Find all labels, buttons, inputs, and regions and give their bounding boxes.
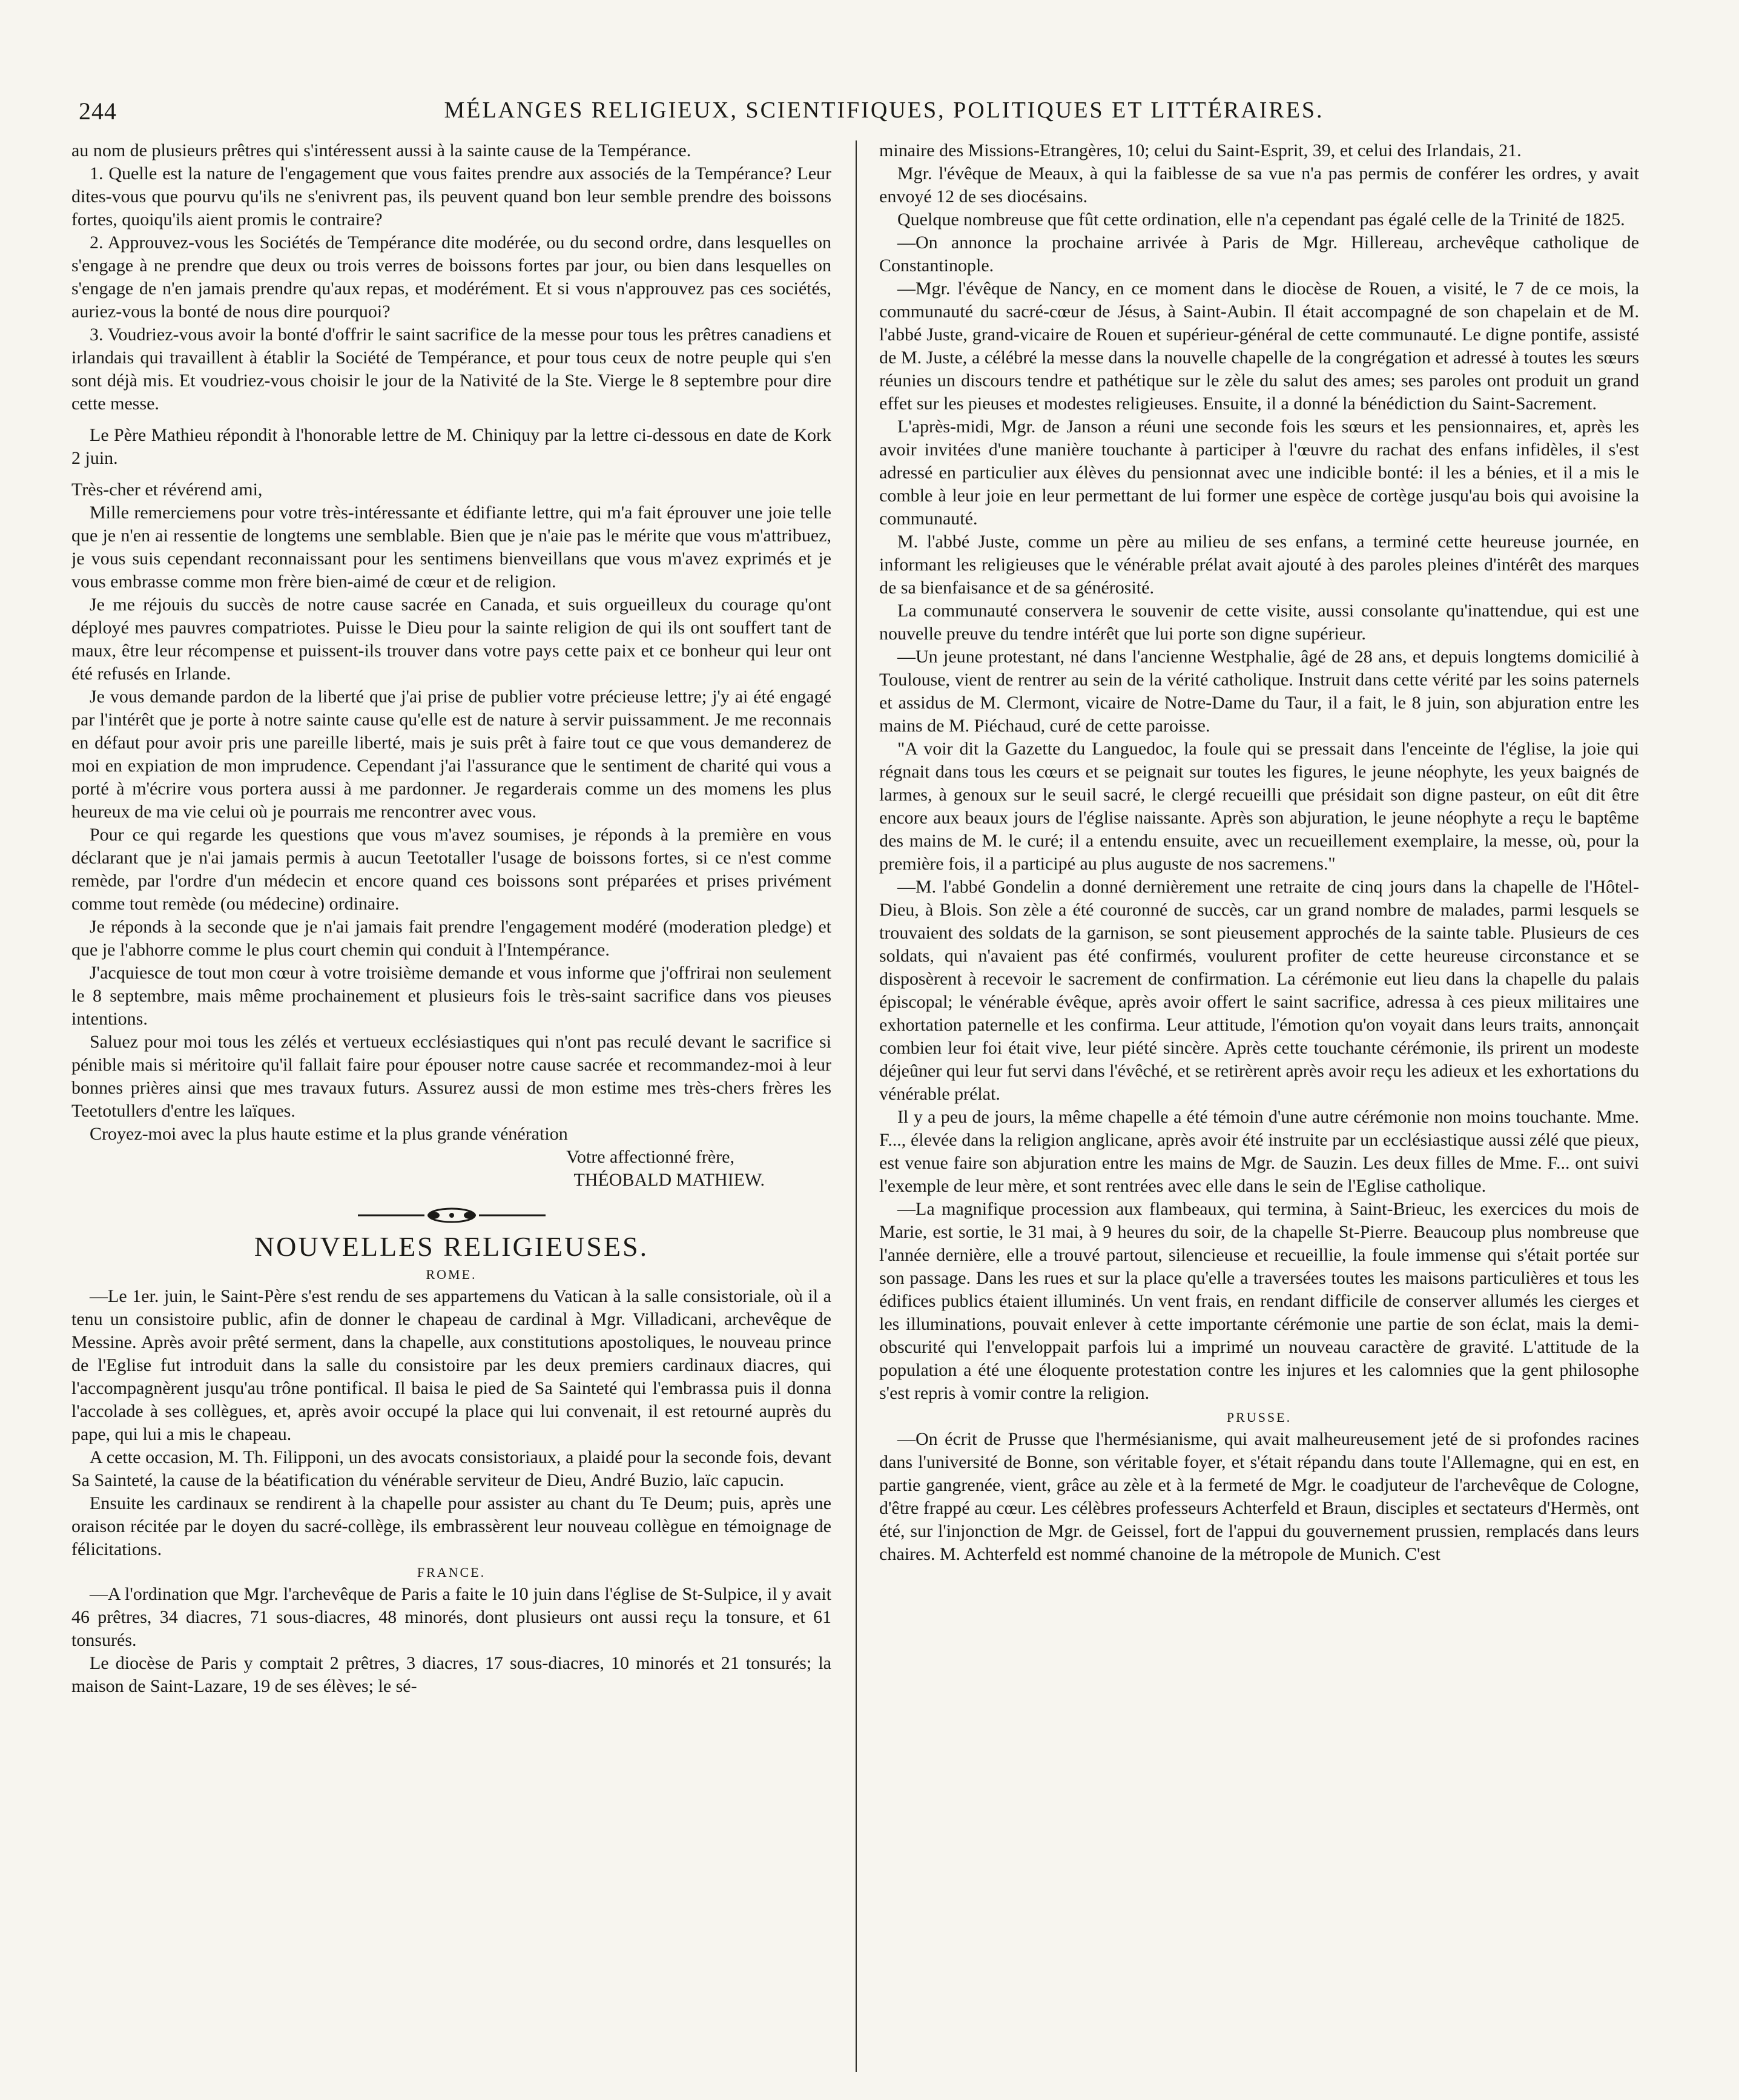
column-divider <box>856 140 857 2072</box>
paragraph: Le diocèse de Paris y comptait 2 prêtres, 3 diacres, 17 sous-diacres, 10 minorés et 21 tonsurés; la maison de Saint-Lazare, 19 de ses élèves; le sé- <box>71 1653 831 1696</box>
paragraph: Ensuite les cardinaux se rendirent à la chapelle pour assister au chant du Te Deum; puis, après une oraison récitée par le doyen du sacré-collège, ils embrassèrent leur nouveau collègue en témoignage de félicitations. <box>71 1493 831 1559</box>
letter-closing: Votre affectionné frère, <box>566 1147 734 1167</box>
page-header <box>79 97 1659 133</box>
paragraph: La communauté conservera le souvenir de cette visite, aussi consolante qu'inattendue, qui est une nouvelle preuve du tendre intérêt que lui porte son digne supérieur. <box>879 601 1639 644</box>
paragraph: —A l'ordination que Mgr. l'archevêque de Paris a faite le 10 juin dans l'église de St-Sulpice, il y avait 46 prêtres, 34 diacres, 71 sous-diacres, 48 minorés, dont plusieurs ont aussi reçu la tonsure, et 61 tonsurés. <box>71 1584 831 1650</box>
section-title: NOUVELLES RELIGIEUSES. <box>254 1231 649 1262</box>
paragraph: —Mgr. l'évêque de Nancy, en ce moment dans le diocèse de Rouen, a visité, le 7 de ce mois, la communauté du sacré-cœur de Jésus, à Saint-Aubin. Il était accompagné de son chapelain et de M. l'abbé Juste, grand-vicaire de Rouen et supérieur-général de cette communauté. Le digne pontife, assisté de M. Juste, a célébré la messe dans la nouvelle chapelle de la congrégation et adressé à toutes les sœurs réunies un discours tendre et pathétique sur le zèle du salut des ames; ses paroles ont produit un grand effet sur les pieuses et modestes religieuses. Ensuite, il a donné la bénédiction du Saint-Sacrement. <box>879 279 1639 414</box>
subheading-france: FRANCE. <box>417 1565 486 1580</box>
paragraph: Pour ce qui regarde les questions que vous m'avez soumises, je réponds à la première en vous déclarant que je n'ai jamais permis à aucun Teetotaller l'usage de boissons fortes, si ce n'est comme remède, par l'ordre d'un médecin et encore quand ces boissons sont préparées et prises privément comme tout remède (ou médecine) ordinaire. <box>71 825 831 914</box>
paragraph: —Un jeune protestant, né dans l'ancienne Westphalie, âgé de 28 ans, et depuis longtems domicilié à Toulouse, vient de rentrer au sein de la vérité catholique. Instruit dans cette vérité par les soins paternels et assidus de M. Clermont, vicaire de Notre-Dame du Taur, il a fait, le 8 juin, son abjuration entre les mains de M. Piéchaud, curé de cette paroisse. <box>879 647 1639 736</box>
paragraph: "A voir dit la Gazette du Languedoc, la foule qui se pressait dans l'enceinte de l'église, la joie qui régnait dans tous les cœurs et se peignait sur toutes les figures, le jeune néophyte, les yeux baignés de larmes, à genoux sur le seuil sacré, le clergé recueilli que présidait son digne pasteur, on eût dit être encore aux beaux jours de l'église naissante. Après son abjuration, le jeune néophyte a reçu le baptême des mains de M. le curé; il a entendu ensuite, avec un recueillement exemplaire, la messe, où, pour la première fois, il a participé au plus auguste de nos sacremens." <box>879 739 1639 874</box>
paragraph: 1. Quelle est la nature de l'engagement que vous faites prendre aux associés de la Tempérance? Leur dites-vous que pourvu qu'ils ne s'enivrent pas, ils peuvent quand bon leur semble prendre des boissons fortes, quoiqu'ils aient promis le contraire? <box>71 163 831 229</box>
right-column <box>879 139 1639 2071</box>
running-title: MÉLANGES RELIGIEUX, SCIENTIFIQUES, POLITIQUES ET LITTÉRAIRES. <box>444 97 1324 123</box>
paragraph: minaire des Missions-Etrangères, 10; celui du Saint-Esprit, 39, et celui des Irlandais, 21. <box>879 140 1522 160</box>
page-number: 244 <box>79 97 117 125</box>
paragraph: —Le 1er. juin, le Saint-Père s'est rendu de ses appartemens du Vatican à la salle consistoriale, où il a tenu un consistoire public, afin de donner le chapeau de cardinal à Mgr. Villadicani, archevêque de Messine. Après avoir prêté serment, dans la chapelle, aux constitutions apostoliques, le nouveau prince de l'Eglise fut introduit dans la salle du consistoire par les deux premiers cardinaux diacres, qui l'accompagnèrent jusqu'au trône pontifical. Il baisa le pied de Sa Sainteté qui l'embrassa puis il donna l'accolade à ses collègues, et, après avoir occupé la place qui lui convenait, il est retourné auprès du pape, qui lui a mis le chapeau. <box>71 1286 831 1444</box>
letter-salutation: Très-cher et révérend ami, <box>71 480 263 500</box>
paragraph: Saluez pour moi tous les zélés et vertueux ecclésiastiques qui n'ont pas reculé devant le sacrifice si pénible mais si méritoire qu'il fallait faire pour épouser notre cause sacrée et recommandez-moi à leur bonnes prières ainsi que mes travaux futurs. Assurez aussi de mon estime mes très-chers frères les Teetotullers d'entre les laïques. <box>71 1032 831 1121</box>
paragraph: —On annonce la prochaine arrivée à Paris de Mgr. Hillereau, archevêque catholique de Constantinople. <box>879 233 1639 276</box>
paragraph: Quelque nombreuse que fût cette ordination, elle n'a cependant pas égalé celle de la Trinité de 1825. <box>897 210 1625 229</box>
subheading-rome: ROME. <box>426 1267 477 1282</box>
paragraph: Il y a peu de jours, la même chapelle a été témoin d'une autre cérémonie non moins touchante. Mme. F..., élevée dans la religion anglicane, après avoir été instruite par un ecclésiastique aussi zélé que pieux, est venue faire son abjuration entre les mains de Mgr. de Sauzin. Les deux filles de Mme. F... ont suivi l'exemple de leur mère, et sont rentrées avec elle dans le sein de l'Eglise catholique. <box>879 1107 1639 1196</box>
paragraph: Je me réjouis du succès de notre cause sacrée en Canada, et suis orgueilleux du courage qu'ont déployé mes pauvres compatriotes. Puisse le Dieu pour la sainte religion de qui ils ont souffert tant de maux, être leur récompense et puissent-ils trouver dans votre pays cette paix et ce bonheur qui leur ont été refusés en Irlande. <box>71 595 831 684</box>
paragraph: au nom de plusieurs prêtres qui s'intéressent aussi à la sainte cause de la Tempérance. <box>71 140 691 160</box>
letter-signature: THÉOBALD MATHIEW. <box>573 1170 765 1190</box>
subheading-prusse: PRUSSE. <box>1226 1410 1292 1425</box>
paragraph: Mille remerciemens pour votre très-intéressante et édifiante lettre, qui m'a fait éprouver une joie telle que je n'en ai ressentie de longtems une semblable. Bien que je n'aie pas le mérite que vous m'attribuez, je vous suis cependant reconnaissant pour les sentimens bienveillans que vous m'avez exprimés et je vous embrasse comme mon frère bien-aimé de cœur et de religion. <box>71 503 831 592</box>
section-ornament <box>352 1205 552 1226</box>
paragraph: J'acquiesce de tout mon cœur à votre troisième demande et vous informe que j'offrirai non seulement le 8 septembre, mais même prochainement et plusieurs fois le très-saint sacrifice dans vos pieuses intentions. <box>71 963 831 1029</box>
paragraph: L'après-midi, Mgr. de Janson a réuni une seconde fois les sœurs et les pensionnaires, et, après les avoir invitées d'une manière touchante à participer à l'œuvre du rachat des enfans infidèles, il s'est adressé en particulier aux élèves du pensionnat avec une indicible bonté: il les a bénies, et il a mis le comble à leur joie en leur permettant de lui former une espèce de cortège jusqu'au bois qui avoisine la communauté. <box>879 417 1639 529</box>
paragraph: —La magnifique procession aux flambeaux, qui termina, à Saint-Brieuc, les exercices du mois de Marie, est sortie, le 31 mai, à 9 heures du soir, de la chapelle St-Pierre. Beaucoup plus nombreuse que l'année dernière, elle a trouvé partout, silencieuse et recueillie, la foule immense qui s'était portée sur son passage. Dans les rues et sur la place qu'elle a traversées toutes les maisons particulières et tous les édifices publics étaient illuminés. Un vent frais, en rendant difficile de conserver allumés les cierges et les illuminations, pouvait enlever à cette importante cérémonie une partie de son éclat, mais la demi-obscurité qui l'enveloppait parfois lui a imprimé un nouveau caractère de gravité. L'attitude de la population a été une éloquente protestation contre les injures et les calomnies que la gent philosophe s'est repris à vomir contre la religion. <box>879 1199 1639 1403</box>
paragraph: Mgr. l'évêque de Meaux, à qui la faiblesse de sa vue n'a pas permis de conférer les ordres, y avait envoyé 12 de ses diocésains. <box>879 163 1639 206</box>
paragraph: —On écrit de Prusse que l'hermésianisme, qui avait malheureusement jeté de si profondes racines dans l'université de Bonne, son véritable foyer, et s'était répandu dans toute l'Allemagne, qui en est, en partie gangrenée, vient, grâce au zèle et à la fermeté de Mgr. le coadjuteur de l'archevêque de Cologne, d'être frappé au cœur. Les célèbres professeurs Achterfeld et Braun, disciples et sectateurs d'Hermès, ont été, sur l'injonction de Mgr. de Geissel, fort de l'appui du gouvernement prussien, remplacés dans leurs chaires. M. Achterfeld est nommé chanoine de la métropole de Munich. C'est <box>879 1429 1639 1564</box>
paragraph: Je vous demande pardon de la liberté que j'ai prise de publier votre précieuse lettre; j'y ai été engagé par l'intérêt que je porte à notre sainte cause qu'elle est de nature à servir puissamment. Je me reconnais en défaut pour avoir pris une pareille liberté, mais je suis prêt à faire tout ce que vous demanderez de moi en expiation de mon imprudence. Cependant j'ai l'assurance que le sentiment de charité qui vous a porté à m'écrire vous portera aussi à me pardonner. Je regarderais comme un des momens les plus heureux de ma vie celui où je pourrais me rencontrer avec vous. <box>71 687 831 822</box>
paragraph: Le Père Mathieu répondit à l'honorable lettre de M. Chiniquy par la lettre ci-dessous en date de Kork 2 juin. <box>71 425 831 468</box>
paragraph: Je réponds à la seconde que je n'ai jamais fait prendre l'engagement modéré (moderation pledge) et que je l'abhorre comme le plus court chemin qui conduit à l'Intempérance. <box>71 917 831 960</box>
paragraph: A cette occasion, M. Th. Filipponi, un des avocats consistoriaux, a plaidé pour la seconde fois, devant Sa Sainteté, la cause de la béatification du vénérable serviteur de Dieu, André Buzio, laïc capucin. <box>71 1447 831 1490</box>
paragraph: 2. Approuvez-vous les Sociétés de Tempérance dite modérée, ou du second ordre, dans lesquelles on s'engage à ne prendre que deux ou trois verres de boissons fortes par jour, ou bien dans lesquelles on s'engage de n'en jamais prendre qu'aux repas, et modérément. Et si vous n'approuvez pas ces sociétés, auriez-vous la bonté de nous dire pourquoi? <box>71 233 831 322</box>
left-column <box>71 139 831 2071</box>
paragraph: —M. l'abbé Gondelin a donné dernièrement une retraite de cinq jours dans la chapelle de l'Hôtel-Dieu, à Blois. Son zèle a été couronné de succès, car un grand nombre de malades, parmi lesquels se trouvaient des soldats de la garnison, se sont pieusement approchés de la sainte table. Plusieurs de ces soldats, qui n'avaient pas été confirmés, voulurent profiter de cette heureuse circonstance et se disposèrent à recevoir le sacrement de confirmation. La cérémonie eut lieu dans la chapelle du palais épiscopal; le vénérable évêque, après avoir offert le saint sacrifice, adressa à ces pieux militaires une exhortation paternelle et les confirma. Leur attitude, l'émotion qu'on voyait dans leurs traits, annonçait combien leur foi était vive, leur piété sincère. Après cette touchante cérémonie, ils prirent un modeste déjeûner qui leur fut servi dans l'évêché, et se retirèrent après avoir reçu les adieux et les exhortations du vénérable prélat. <box>879 877 1639 1104</box>
paragraph: Croyez-moi avec la plus haute estime et la plus grande vénération <box>90 1124 568 1144</box>
paragraph: M. l'abbé Juste, comme un père au milieu de ses enfans, a terminé cette heureuse journée, en informant les religieuses que le vénérable prélat avait ajouté à des paroles pleines d'intérêt des marques de sa bienfaisance et de sa générosité. <box>879 532 1639 598</box>
paragraph: 3. Voudriez-vous avoir la bonté d'offrir le saint sacrifice de la messe pour tous les prêtres canadiens et irlandais qui travaillent à établir la Société de Tempérance, et pour tous ceux de notre peuple qui s'en sont déjà mis. Et voudriez-vous choisir le jour de la Nativité de la Ste. Vierge le 8 septembre pour dire cette messe. <box>71 325 831 414</box>
